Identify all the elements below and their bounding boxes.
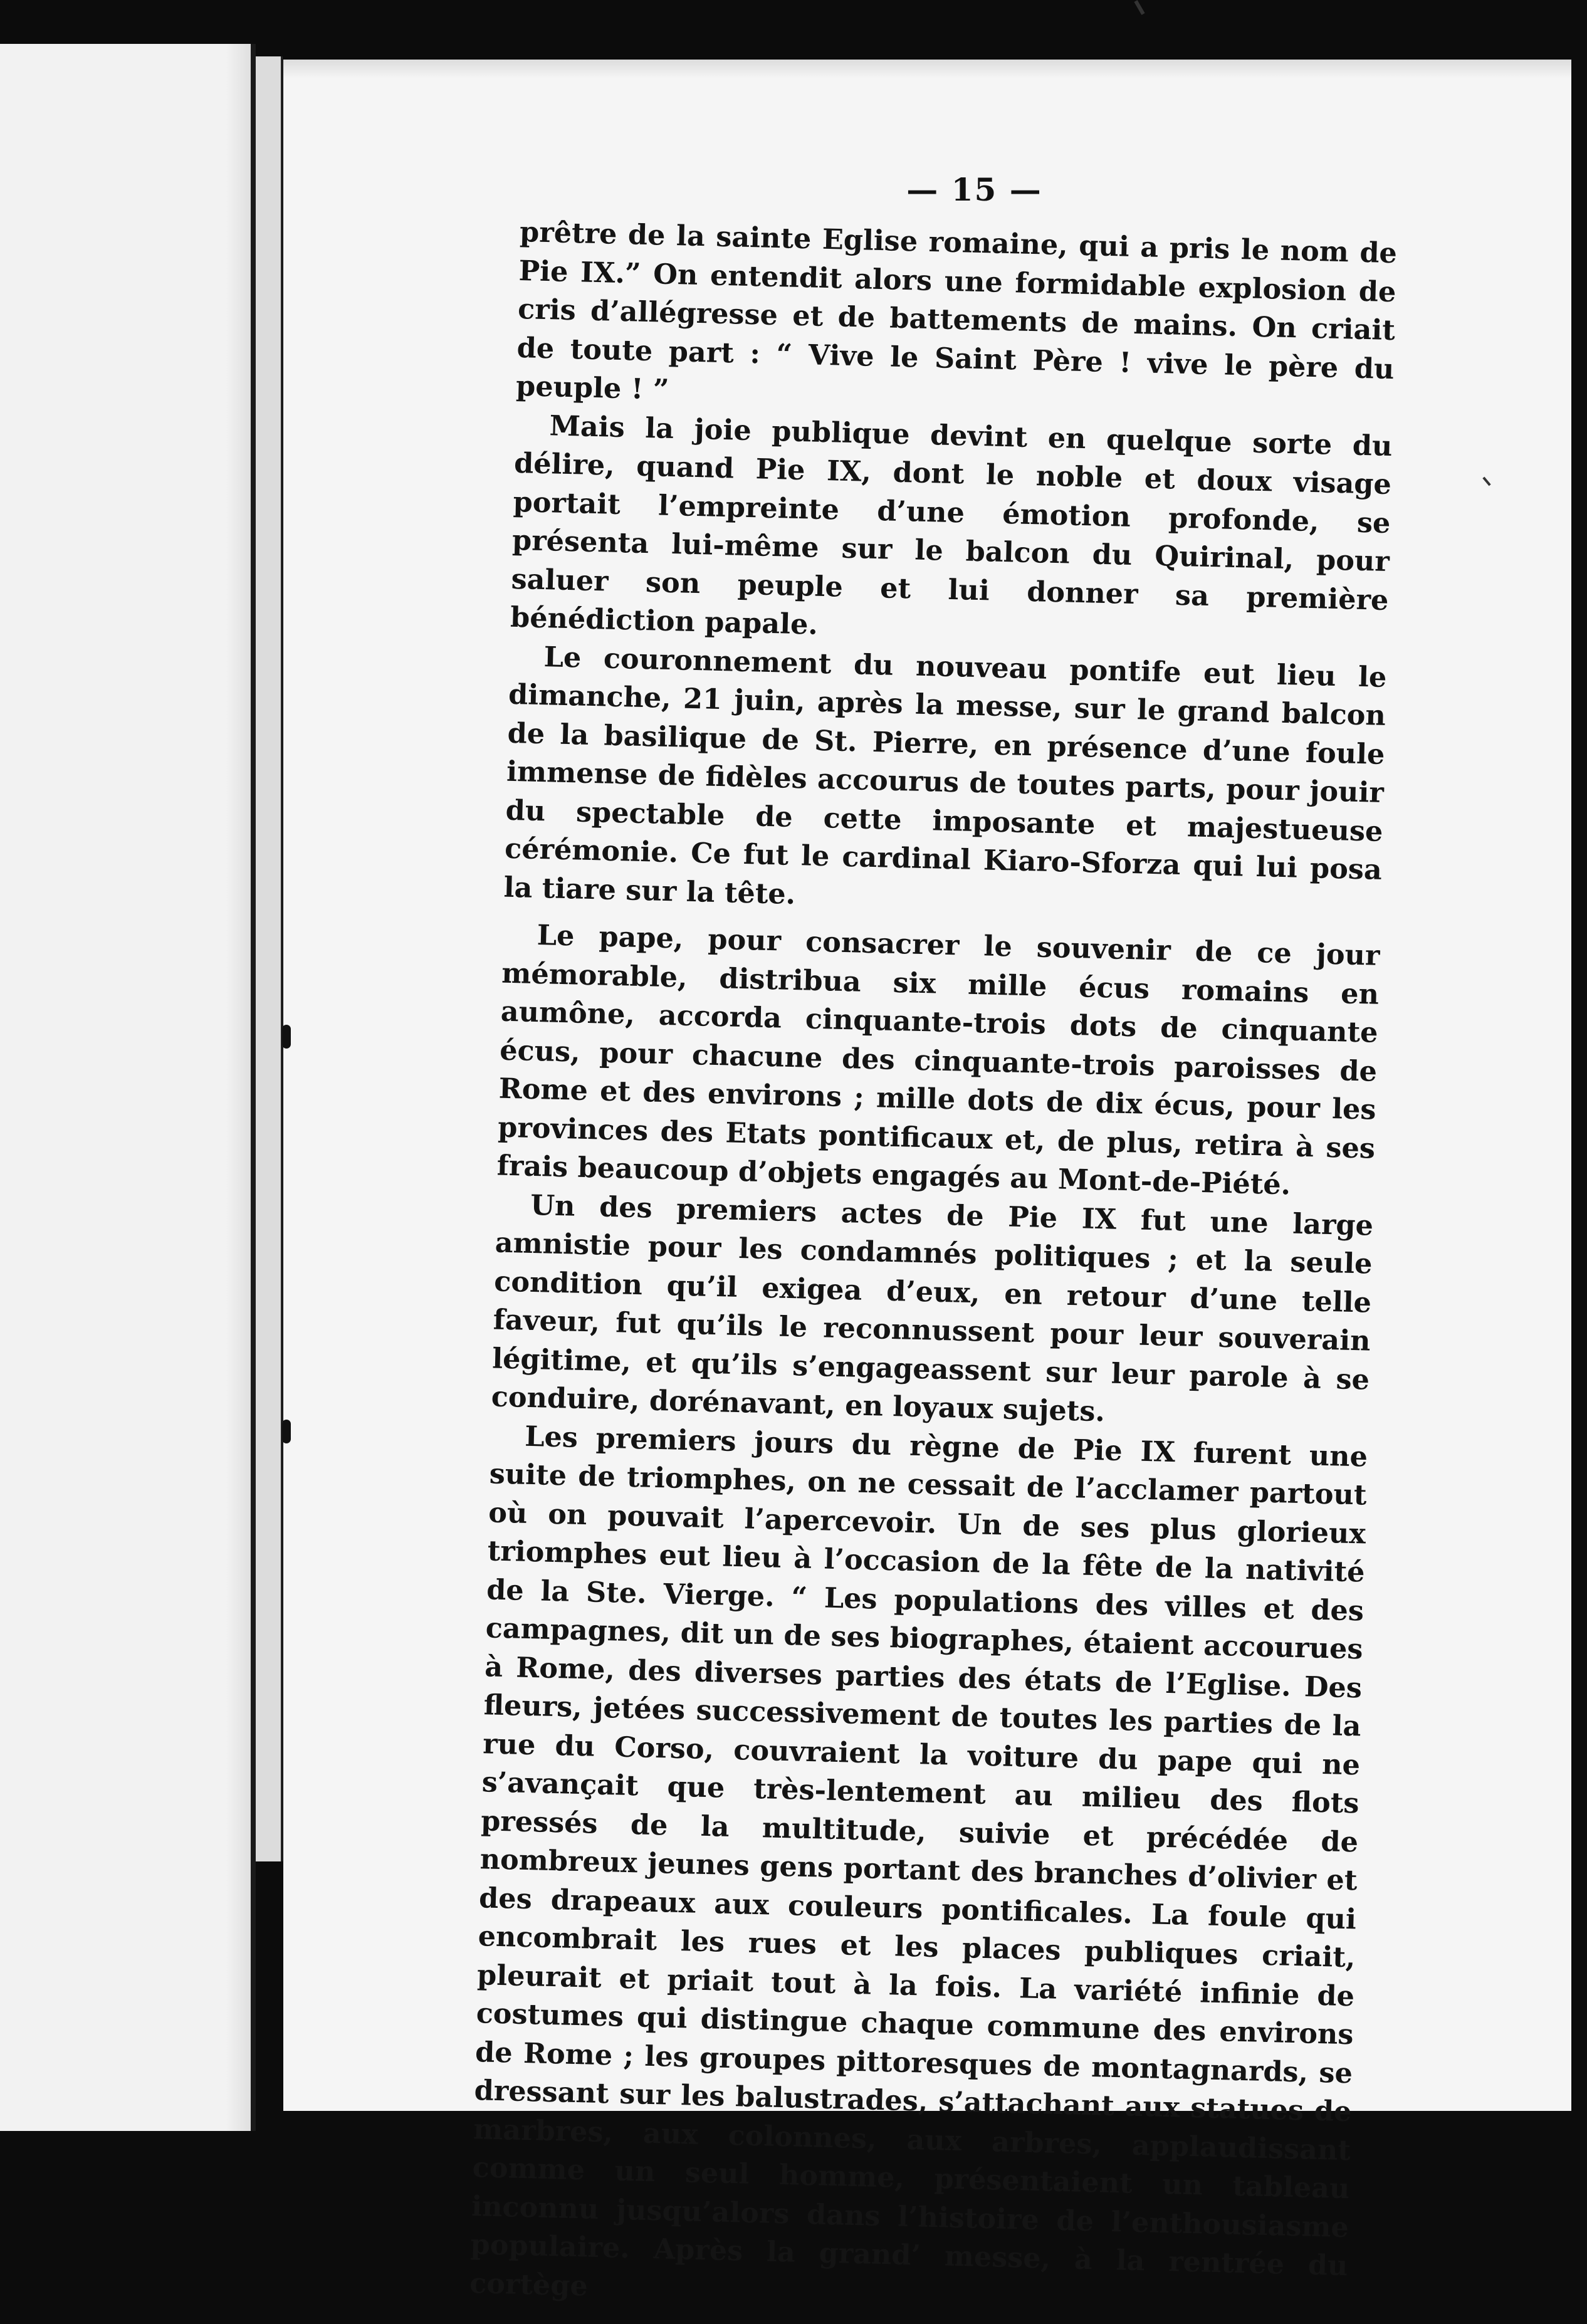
body-text <box>469 213 1398 2324</box>
paragraph: Le couronnement du nouveau pontife eut lieu le dimanche, 21 juin, après la messe, sur le grand balcon de la basilique de St. Pierre, en présence d’une foule immense de fidèles accourus de toutes parts, pour jouir du spectable de cette imposante et majestueuse cérémonie. Ce fut le cardinal Kiaro-Sforza qui lui posa la tiare sur la tête. <box>503 640 1387 911</box>
paragraph: Un des premiers actes de Pie IX fut une large amnistie pour les condamnés politiques ; et la seule condition qu’il exigea d’eux, en retour d’une telle faveur, fut qu’ils le reconnussent pour leur souverain légitime, et qu’ils s’engageassent sur leur parole à se conduire, dorénavant, en loyaux sujets. <box>491 1188 1374 1428</box>
paragraph: Les premiers jours du règne de Pie IX furent une suite de triomphes, on ne cessait de l’acclamer partout où on pouvait l’apercevoir. Un de ses plus glorieux triomphes eut lieu à l’occasion de la fête de la nativité de la Ste. Vierge. “ Les populations des villes et des campagnes, dit un de ses biographes, étaient accourues à Rome, des diverses parties des états de l’Eglise. Des fleurs, jetées successivement de toutes les parties de la rue du Corso, couvraient la voiture du pape qui ne s’avançait que très-lentement au milieu des flots pressés de la multitude, suivie et précédée de nombreux jeunes gens portant des branches d’olivier et des drapeaux aux couleurs pontificales. La foule qui encombrait les rues et les places publiques criait, pleurait et priait tout à la fois. La variété infinie de costumes qui distingue chaque commune des environs de Rome ; les groupes pittoresques de montagnards, se dressant sur les balustrades, s’attachant aux statues de marbres, aux colonnes, aux arbres, applaudissant comme un seul homme, présentaient un tableau inconnu jusqu’alors dans l’histoire de l’enthousiasme populaire. Après la grand’ messe, à la rentrée du cortège <box>469 1420 1368 2303</box>
paragraph: Le pape, pour consacrer le souvenir de ce jour mémorable, distribua six mille écus romains en aumône, accorda cinquante-trois dots de cinquante écus, pour chacune des cinquante-trois paroisses de Rome et des environs ; mille dots de dix écus, pour les provinces des Etats pontificaux et, de plus, retira à ses frais beaucoup d’objets engagés au Mont-de-Piété. <box>496 919 1381 1201</box>
page-number: — 15 — <box>906 171 1042 208</box>
binding-hole <box>282 1025 291 1049</box>
paragraph: prêtre de la sainte Eglise romaine, qui a pris le nom de Pie IX.” On entendit alors une formidable explosion de cris d’allégresse et de battements de mains. On criait de toute part : “ Vive le Saint Père ! vive le père du peuple ! ” <box>515 215 1398 406</box>
paragraph: Mais la joie publique devint en quelque sorte du délire, quand Pie IX, dont le noble et doux visage portait l’empreinte d’une émotion profonde, se présenta lui-même sur le balcon du Quirinal, pour saluer son peuple et lui donner sa première bénédiction papale. <box>510 409 1393 641</box>
scan-speck <box>1134 0 1144 15</box>
page-gutter <box>256 56 283 1861</box>
binding-hole <box>282 1420 291 1443</box>
facing-page-edge <box>0 44 256 2131</box>
